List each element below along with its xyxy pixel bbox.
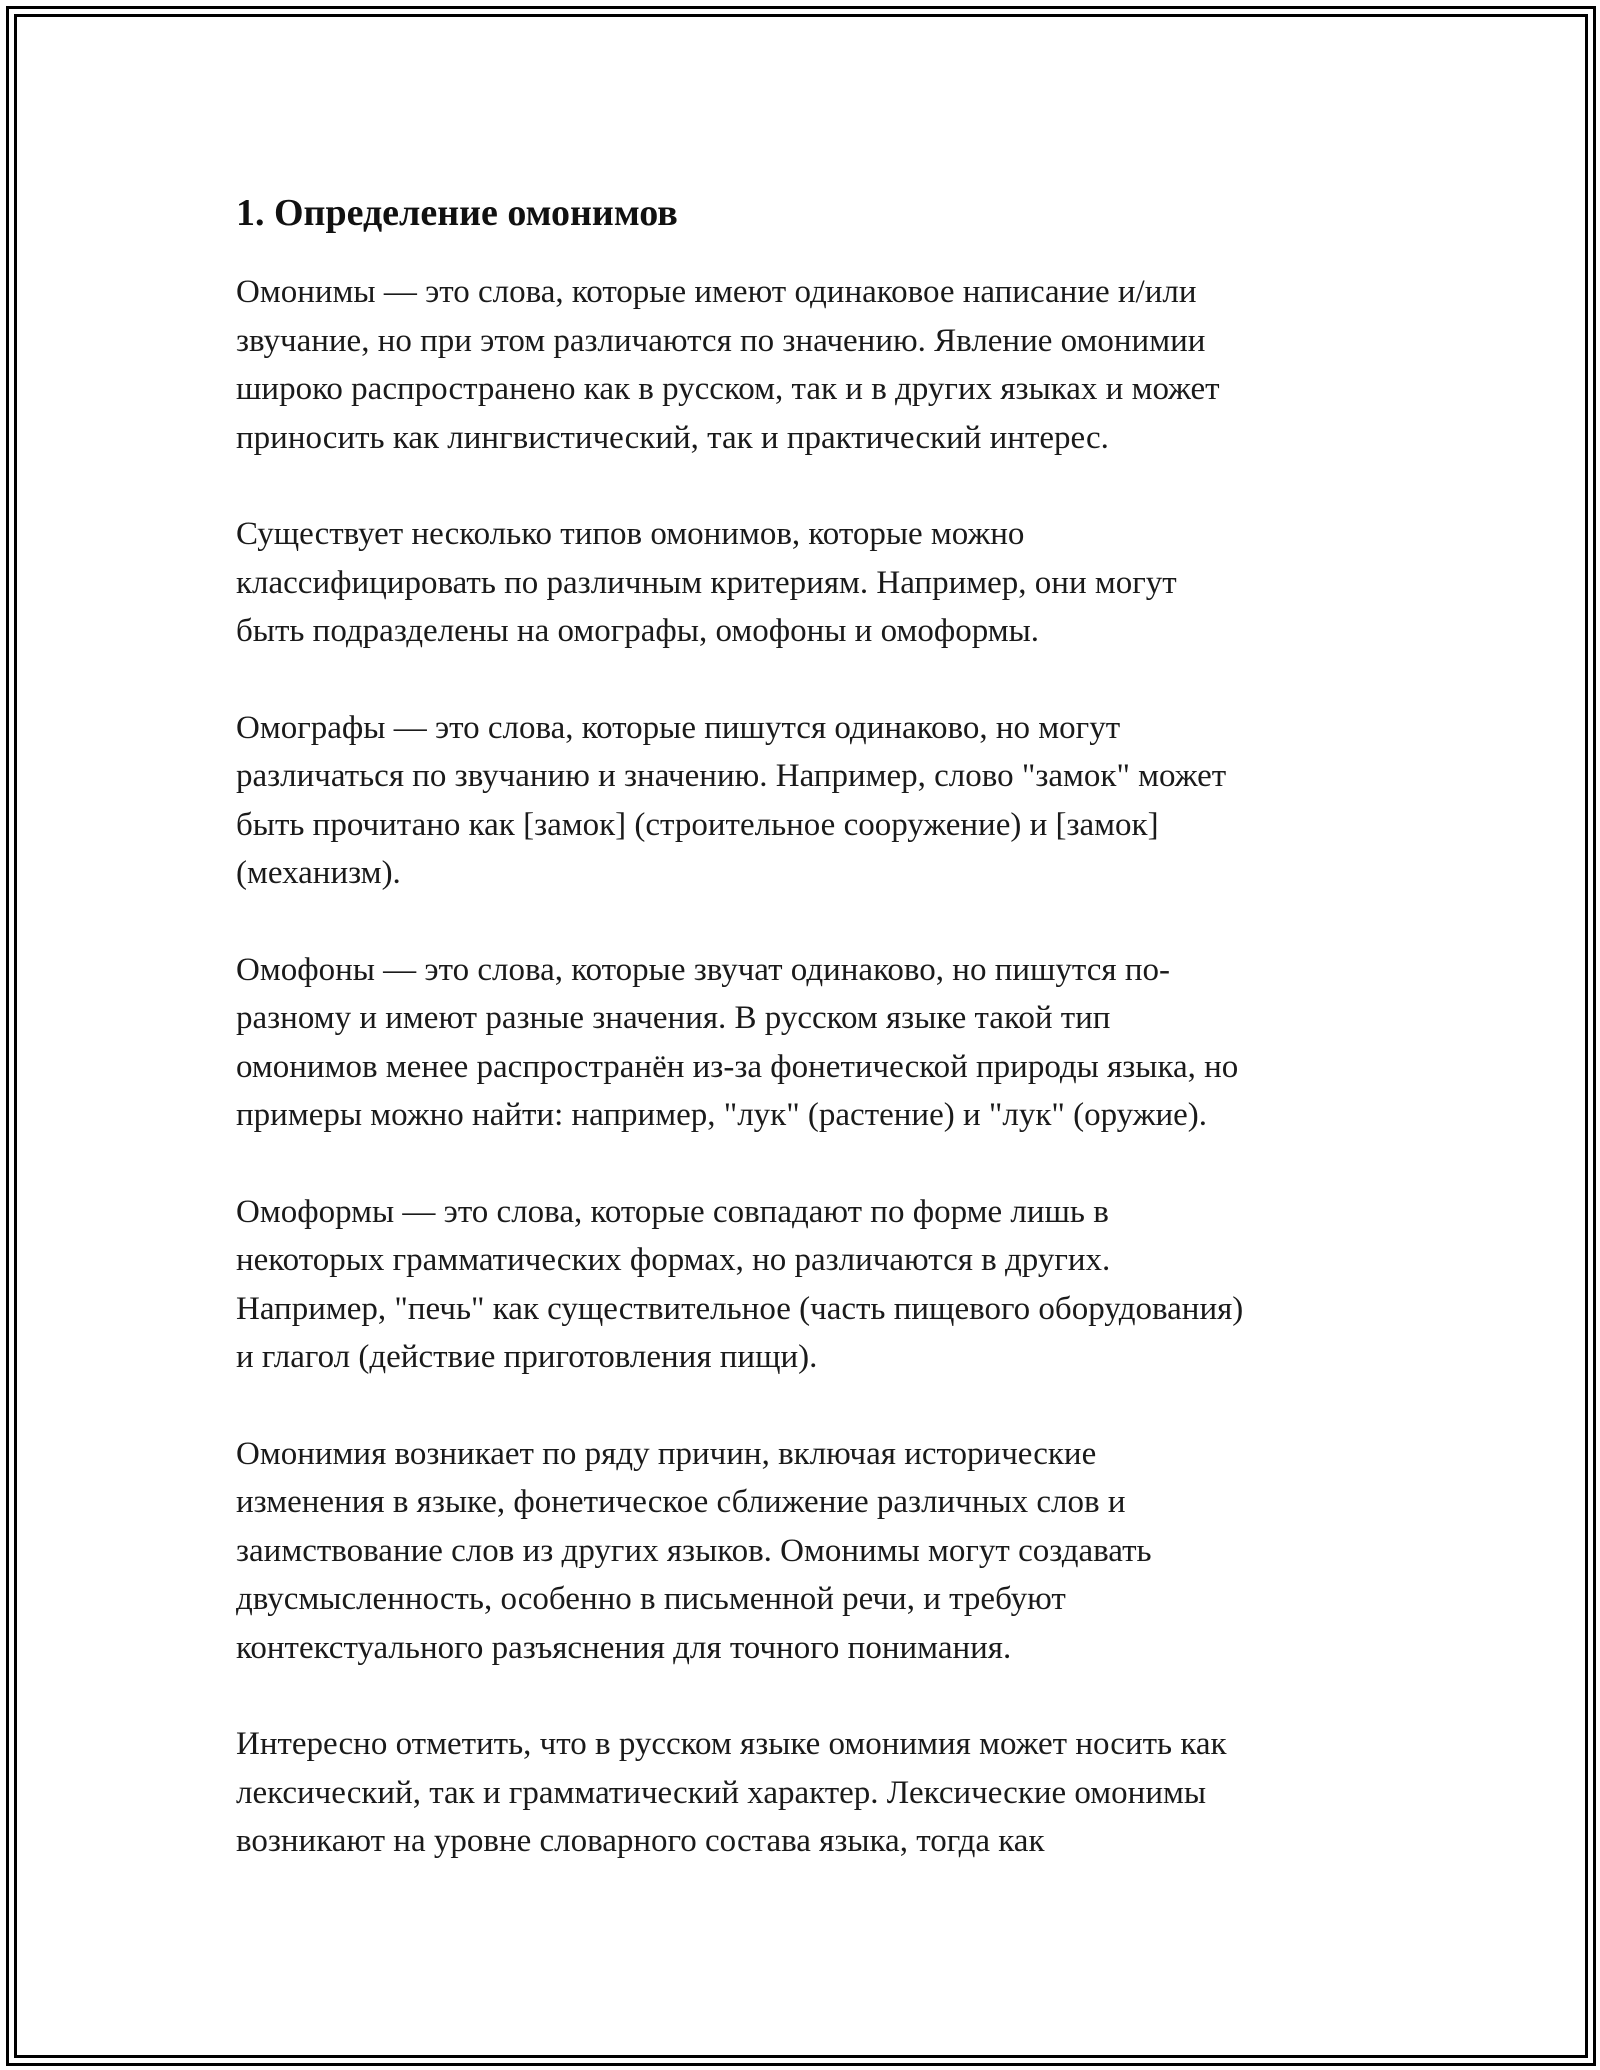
text-line: Омоформы — это слова, которые совпадают по форме лишь в [236,1193,1109,1230]
text-line: Омонимия возникает по ряду причин, включая исторические [236,1435,1097,1472]
text-line: приносить как лингвистический, так и практический интерес. [236,419,1109,456]
text-line: контекстуального разъяснения для точного понимания. [236,1629,1012,1666]
text-line: звучание, но при этом различаются по значению. Явление омонимии [236,322,1206,359]
text-line: омонимов менее распространён из-за фонетической природы языка, но [236,1048,1239,1085]
text-line: заимствование слов из других языков. Омонимы могут создавать [236,1532,1152,1569]
text-line: быть подразделены на омографы, омофоны и омоформы. [236,613,1040,649]
text-line: быть прочитано как [замок] (строительное сооружение) и [замок] [236,806,1159,843]
section-heading: 1. Определение омонимов [236,192,678,234]
text-line: широко распространено как в русском, так и в других языках и может [236,371,1220,407]
text-line: Например, "печь" как существительное (часть пищевого оборудования) [236,1290,1244,1327]
text-line: изменения в языке, фонетическое сближение различных слов и [236,1484,1126,1520]
text-line: возникают на уровне словарного состава языка, тогда как [236,1823,1045,1859]
text-line: Интересно отметить, что в русском языке омонимия может носить как [236,1726,1227,1762]
paragraph-causes [236,1430,1376,1673]
paragraph-lexical-grammatical [236,1720,1376,1866]
text-line: Омофоны — это слова, которые звучат одинаково, но пишутся по- [236,951,1170,988]
paragraph-definition [236,268,1376,462]
text-line: Существует несколько типов омонимов, которые можно [236,516,1025,552]
text-line: двусмысленность, особенно в письменной речи, и требуют [236,1581,1066,1617]
text-line: примеры можно найти: например, "лук" (растение) и "лук" (оружие). [236,1097,1208,1133]
text-line: разному и имеют разные значения. В русском языке такой тип [236,1000,1111,1036]
text-line: некоторых грамматических формах, но различаются в других. [236,1242,1111,1278]
paragraph-homoforms [236,1188,1376,1382]
text-line: и глагол (действие приготовления пищи). [236,1339,818,1375]
text-line: Омографы — это слова, которые пишутся одинаково, но могут [236,709,1121,746]
text-line: различаться по звучанию и значению. Например, слово "замок" может [236,758,1227,794]
text-line: классифицировать по различным критериям. Например, они могут [236,564,1177,601]
text-line: лексический, так и грамматический характер. Лексические омонимы [236,1774,1207,1811]
text-line: Омонимы — это слова, которые имеют одинаковое написание и/или [236,274,1197,310]
text-line: (механизм). [236,855,401,891]
document-body [236,182,1376,1914]
paragraph-homographs [236,704,1376,898]
paragraph-types [236,510,1376,656]
paragraph-homophones [236,946,1376,1140]
